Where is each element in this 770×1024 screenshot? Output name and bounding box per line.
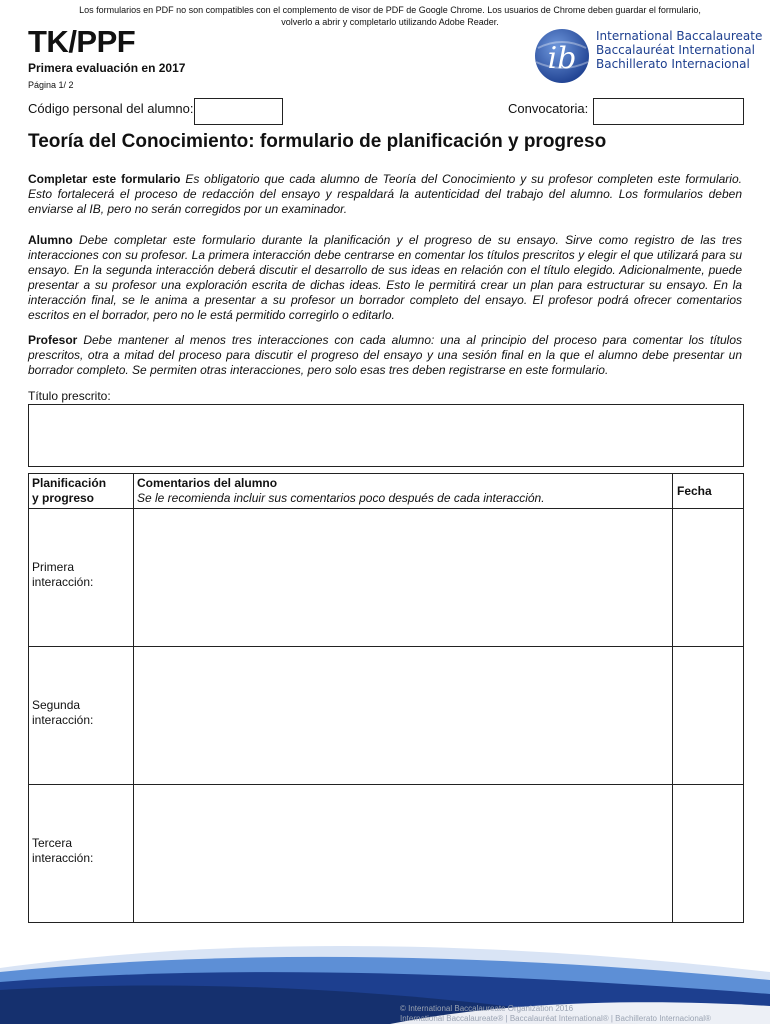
section-teacher <box>28 333 742 378</box>
row-label: Tercera interacción: <box>29 785 134 923</box>
logo-line-2: Baccalauréat International <box>596 43 755 57</box>
logo-line-1: International Baccalaureate <box>596 29 763 43</box>
session-field[interactable] <box>593 98 744 125</box>
footer-line-1: © International Baccalaureate Organization 2016 <box>400 1004 574 1013</box>
section-complete <box>28 172 742 217</box>
date-field[interactable] <box>673 785 744 923</box>
row-label: Segunda interacción: <box>29 647 134 785</box>
chrome-compatibility-notice <box>40 4 740 28</box>
copyright-footer <box>400 1004 711 1024</box>
section-teacher-heading: Profesor <box>28 333 78 347</box>
prescribed-title-label: Título prescrito: <box>28 389 111 403</box>
row-label: Primera interacción: <box>29 509 134 647</box>
section-complete-heading: Completar este formulario <box>28 172 181 186</box>
planning-table <box>28 473 744 923</box>
comment-field[interactable] <box>134 647 673 785</box>
ib-logo-glyph: ib <box>547 41 577 76</box>
student-code-label: Código personal del alumno: <box>28 101 194 116</box>
table-row <box>29 785 744 923</box>
form-code: TK/PPF <box>28 24 136 59</box>
ib-logo <box>532 28 763 84</box>
section-student-heading: Alumno <box>28 233 73 247</box>
date-field[interactable] <box>673 509 744 647</box>
table-row <box>29 647 744 785</box>
notice-line-1: Los formularios en PDF no son compatibles con el complemento de visor de PDF de Google Chrome. Los usuarios de Chrome deben guardar el formulario, <box>79 5 701 15</box>
form-subtitle: Primera evaluación en 2017 <box>28 61 186 75</box>
notice-line-2: volverlo a abrir y completarlo utilizando Adobe Reader. <box>281 17 499 27</box>
comment-field[interactable] <box>134 785 673 923</box>
header-planning: Planificación y progreso <box>29 474 134 509</box>
section-student-text: Debe completar este formulario durante la planificación y el progreso de su ensayo. Sirve como registro de las tres interacciones con su profesor. La primera interacción debe centrarse en comentar los títulos prescritos y elegir el que utilizará para su ensayo. En la segunda interacción deberá discutir el desarrollo de sus ideas en relación con el título elegido. Adicionalmente, puede presentar a su profesor una exploración escrita de dichas ideas. Esto le permitirá crear un plan para estructurar su ensayo. En la interacción final, se le anima a presentar a su profesor un borrador completo del ensayo. El profesor podrá ofrecer comentarios escritos en el borrador, pero no le está permitido corregirlo o editarlo. <box>28 233 743 322</box>
date-field[interactable] <box>673 647 744 785</box>
page-number: Página 1/ 2 <box>28 80 74 90</box>
footer-line-2: International Baccalaureate® | Baccalauréat International® | Bachillerato Internacional® <box>400 1014 711 1023</box>
logo-line-3: Bachillerato Internacional <box>596 57 750 71</box>
comment-field[interactable] <box>134 509 673 647</box>
prescribed-title-field[interactable] <box>28 404 744 467</box>
ib-globe-logo-icon <box>532 28 592 84</box>
table-row <box>29 509 744 647</box>
section-student <box>28 233 742 323</box>
header-comments: Comentarios del alumno Se le recomienda incluir sus comentarios poco después de cada interacción. <box>134 474 673 509</box>
student-code-field[interactable] <box>194 98 283 125</box>
document-title: Teoría del Conocimiento: formulario de planificación y progreso <box>28 131 607 152</box>
section-complete-text: Es obligatorio que cada alumno de Teoría del Conocimiento y su profesor completen este formulario. Esto fortalecerá el proceso de redacción del ensayo y respaldará la autenticidad del trabajo del alumno. Los formularios deben enviarse al IB, pero no serán corregidos por un examinador. <box>28 172 742 216</box>
header-date: Fecha <box>673 474 744 509</box>
table-header-row <box>29 474 744 509</box>
session-label: Convocatoria: <box>508 101 589 116</box>
section-teacher-text: Debe mantener al menos tres interacciones con cada alumno: una al principio del proceso para comentar los títulos prescritos, otra a mitad del proceso para discutir el progreso del ensayo y una sesión final en la que el alumno debe presentar un borrador completo. Se permiten otras interacciones, pero solo esas tres deben registrarse en este formulario. <box>28 333 742 377</box>
